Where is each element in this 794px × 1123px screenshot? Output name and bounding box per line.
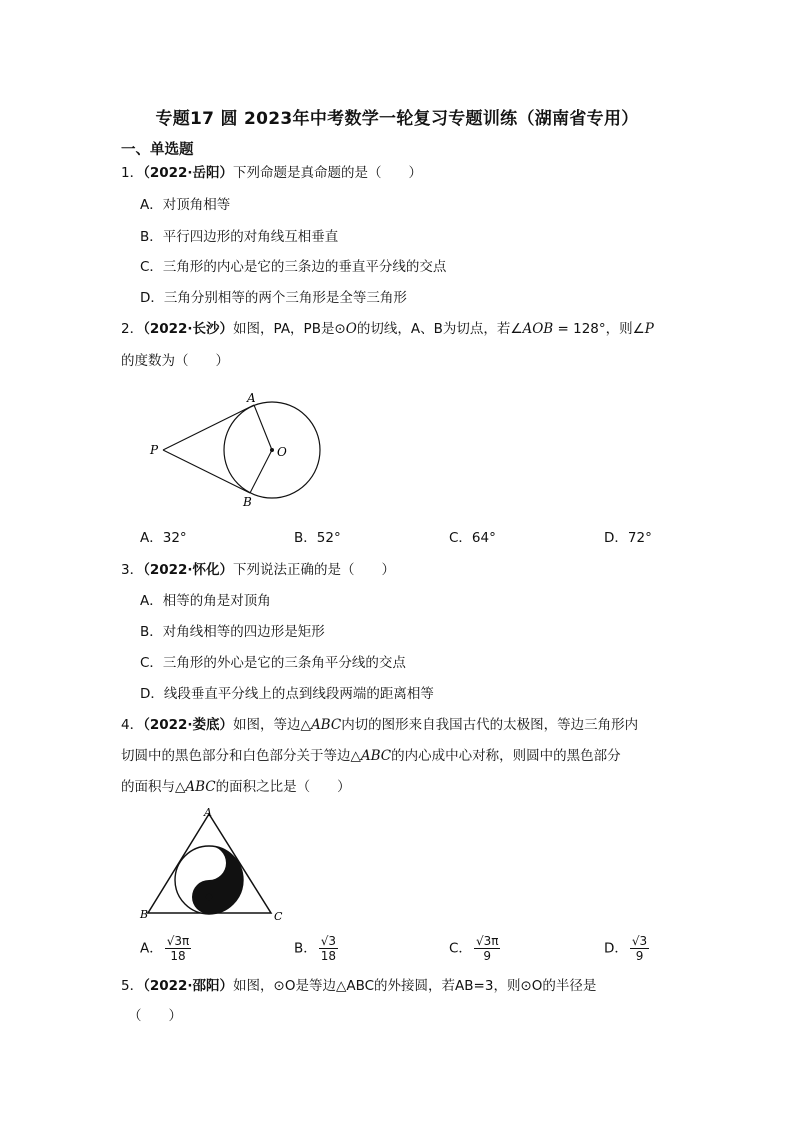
numerator: √3: [631, 934, 648, 948]
option-label: D．: [604, 940, 628, 957]
question-4-stem: [121, 716, 638, 734]
q3-option-d[interactable]: D．线段垂直平分线上的点到线段两端的距离相等: [140, 686, 434, 702]
fraction: [474, 934, 501, 963]
question-text: 的面积之比是（ ）: [215, 779, 351, 795]
question-number: 2．: [121, 321, 144, 337]
circle-symbol: ⊙: [334, 321, 346, 337]
q4-taiji-figure: [138, 806, 298, 926]
q1-option-d[interactable]: D．三角分别相等的两个三角形是全等三角形: [140, 290, 407, 306]
section-heading: 一、单选题: [121, 142, 194, 158]
option-label: B．: [294, 940, 317, 957]
q2-option-b[interactable]: B．52°: [294, 530, 341, 546]
q3-option-a[interactable]: A．相等的角是对顶角: [140, 593, 271, 609]
question-text: 下列说法正确的是（ ）: [233, 562, 396, 578]
figure-label-o: O: [277, 445, 287, 459]
option-label: A．: [140, 940, 163, 957]
triangle-abc: ABC: [185, 779, 216, 795]
triangle-abc: ABC: [360, 748, 392, 764]
question-4-stem-line3: [121, 778, 351, 796]
figure-label-c: C: [274, 910, 283, 923]
point-p: P: [644, 321, 654, 337]
denominator: 18: [170, 949, 186, 963]
page-title: 专题17 圆 2023年中考数学一轮复习专题训练（湖南省专用）: [155, 109, 639, 129]
question-number: 3．: [121, 562, 144, 578]
question-3-stem: [121, 561, 395, 579]
fraction: [630, 934, 649, 963]
numerator: √3: [320, 934, 337, 948]
question-source: （2022·娄底）: [143, 717, 234, 733]
figure-label-p: P: [150, 443, 159, 457]
question-number: 1．: [121, 165, 144, 181]
figure-label-a: A: [204, 806, 212, 819]
point-o: O: [345, 321, 357, 337]
numerator: √3π: [166, 934, 190, 948]
denominator: 9: [635, 949, 644, 963]
option-label: C．: [449, 940, 472, 957]
question-text: 如图，等边△: [233, 717, 311, 733]
q1-option-c[interactable]: C．三角形的内心是它的三条边的垂直平分线的交点: [140, 259, 447, 275]
question-text: 切圆中的黑色部分和白色部分关于等边△: [121, 748, 361, 764]
question-text: 的内心成中心对称，则圆中的黑色部分: [391, 748, 621, 764]
q2-figure: [140, 382, 340, 512]
q2-option-a[interactable]: A．32°: [140, 530, 187, 546]
question-source: （2022·邵阳）: [143, 978, 234, 994]
denominator: 18: [320, 949, 337, 963]
q4-option-b[interactable]: [294, 934, 338, 963]
q3-option-b[interactable]: B．对角线相等的四边形是矩形: [140, 624, 325, 640]
q4-option-a[interactable]: [140, 934, 191, 963]
q1-option-b[interactable]: B．平行四边形的对角线互相垂直: [140, 229, 339, 245]
angle-aob: AOB: [522, 321, 554, 337]
question-source: （2022·岳阳）: [143, 165, 234, 181]
figure-label-b: B: [140, 908, 149, 921]
figure-label-a: A: [247, 391, 256, 405]
question-text: 的面积与△: [121, 779, 186, 795]
q4-option-d[interactable]: [604, 934, 649, 963]
question-number: 4．: [121, 717, 144, 733]
question-text: 的切线，A、B为切点，若∠: [356, 321, 523, 337]
question-text: 内切的图形来自我国古代的太极图，等边三角形内: [341, 717, 639, 733]
question-source: （2022·长沙）: [143, 321, 234, 337]
question-1-stem: [121, 164, 422, 182]
numerator: √3π: [475, 934, 499, 948]
denominator: 9: [483, 949, 492, 963]
q2-option-d[interactable]: D．72°: [604, 530, 652, 546]
question-number: 5．: [121, 978, 144, 994]
q1-option-a[interactable]: A．对顶角相等: [140, 197, 231, 213]
question-text: 如图，⊙O是等边△ABC的外接圆，若AB=3，则⊙O的半径是: [233, 978, 597, 994]
q3-option-c[interactable]: C．三角形的外心是它的三条角平分线的交点: [140, 655, 406, 671]
question-2-stem-line2: 的度数为（ ）: [121, 353, 229, 369]
question-5-stem-line2: （ ）: [128, 1008, 182, 1024]
question-5-stem: [121, 977, 596, 995]
q4-option-c[interactable]: [449, 934, 500, 963]
fraction: [165, 934, 192, 963]
question-source: （2022·怀化）: [143, 562, 234, 578]
fraction: [319, 934, 338, 963]
question-text: 下列命题是真命题的是（ ）: [233, 165, 423, 181]
q2-option-c[interactable]: C．64°: [449, 530, 496, 546]
question-text: = 128°，则∠: [553, 321, 645, 337]
question-4-stem-line2: [121, 747, 621, 765]
figure-label-b: B: [243, 495, 252, 509]
triangle-abc: ABC: [310, 717, 342, 733]
question-text: 如图，PA，PB是: [233, 321, 335, 337]
question-2-stem: [121, 320, 654, 338]
